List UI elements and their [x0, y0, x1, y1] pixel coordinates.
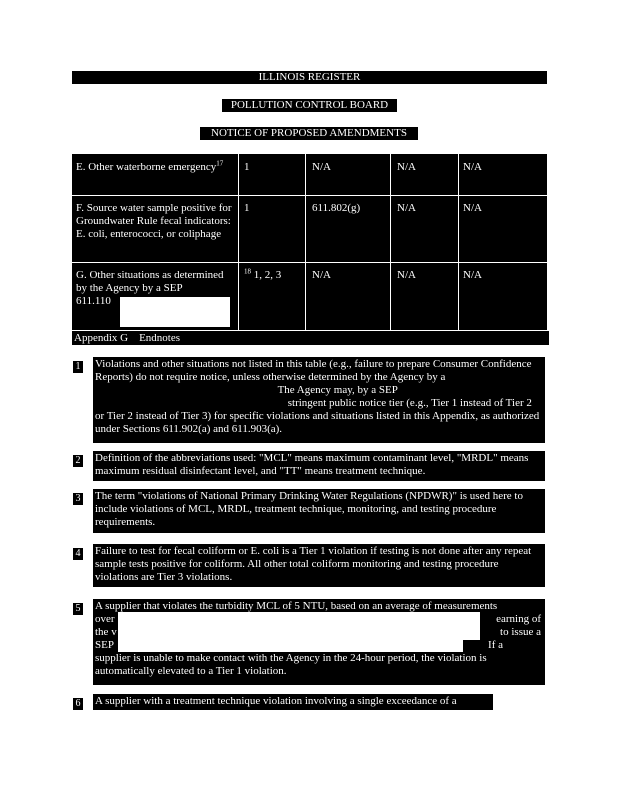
table-divider	[390, 154, 391, 330]
row-footnote: 17	[216, 159, 224, 168]
row-tier	[244, 269, 281, 282]
notice-tier-table	[72, 154, 547, 330]
endnote	[93, 489, 545, 533]
table-row	[76, 161, 226, 174]
table-divider	[72, 262, 547, 263]
endnote-text: stringent public notice tier (e.g., Tier 1 instead of Tier 2 or Tier 2 instead of Tier 3) for specific violations and situations listed in this Appendix, as authorized under Sections 611.902(a) and 611.903(a).	[95, 397, 540, 435]
endnote	[93, 694, 493, 710]
endnote-number: 5	[73, 603, 83, 615]
endnote-text: Failure to test for fecal coliform or E. coli is a Tier 1 violation if testing is not done after any repeat sample tests positive for coliform. All other total coliform monitoring and testing procedure violations are Tier 3 violations.	[95, 545, 532, 583]
endnote-text: SEP	[95, 639, 114, 651]
row-citation: N/A	[312, 161, 331, 173]
endnote-number: 1	[73, 361, 83, 373]
board-header: POLLUTION CONTROL BOARD	[222, 99, 397, 112]
table-divider	[458, 154, 459, 330]
table-divider	[238, 154, 239, 330]
endnote-text: The Agency may, by a SEP	[277, 384, 398, 396]
redaction-block	[118, 612, 480, 640]
endnote	[93, 544, 545, 587]
row-citation: N/A	[312, 269, 331, 281]
row-col4: N/A	[397, 161, 416, 173]
row-col5: N/A	[463, 269, 482, 281]
row-tier-value: 1, 2, 3	[253, 269, 282, 281]
endnote-text: Definition of the abbreviations used: "MCL" means maximum contaminant level, "MRDL" means maximum residual disinfectant level, and "TT" means treatment technique.	[95, 452, 529, 477]
endnote-text: If a	[488, 639, 503, 651]
endnote-number: 4	[73, 548, 83, 560]
row-label: F. Source water sample positive for Groundwater Rule fecal indicators: E. coli, enterococci, or coliphage	[76, 202, 232, 240]
appendix-heading: Appendix G Endnotes	[72, 331, 549, 345]
row-col4: N/A	[397, 269, 416, 281]
row-label: E. Other waterborne emergency	[76, 161, 217, 173]
row-label-citation: 611.110	[76, 295, 111, 307]
row-citation: 611.802(g)	[312, 202, 361, 214]
row-label: G. Other situations as determined by the Agency by a SEP	[76, 269, 224, 294]
table-divider	[305, 154, 306, 330]
endnote-text: earning of	[496, 613, 541, 625]
endnote-number: 2	[73, 455, 83, 467]
endnote-text: A supplier with a treatment technique violation involving a single exceedance of a	[95, 695, 457, 707]
row-col4: N/A	[397, 202, 416, 214]
endnote-text: The term "violations of National Primary Drinking Water Regulations (NPDWR)" is used here to include violations of MCL, MRDL, treatment technique, monitoring, and testing procedure requirements.	[95, 490, 523, 528]
endnote-text: supplier is unable to make contact with the Agency in the 24-hour period, the violation is automatically elevated to a Tier 1 violation.	[95, 652, 487, 677]
endnote	[93, 451, 545, 481]
redaction-block	[120, 297, 230, 327]
redaction-block	[94, 386, 289, 412]
endnote-number: 6	[73, 698, 83, 710]
table-divider	[72, 195, 547, 196]
row-col5: N/A	[463, 161, 482, 173]
endnote-text: the v	[95, 626, 117, 638]
redaction-block	[118, 640, 463, 652]
table-row	[76, 202, 236, 241]
endnote-text: over	[95, 613, 115, 625]
endnote-text: A supplier that violates the turbidity MCL of 5 NTU, based on an average of measurements	[95, 600, 498, 612]
row-footnote: 18	[244, 267, 251, 276]
endnote-text: Violations and other situations not listed in this table (e.g., failure to prepare Consumer Confidence Reports) do not require notice, unless otherwise determined by the Agency by a	[95, 358, 532, 383]
notice-header: NOTICE OF PROPOSED AMENDMENTS	[200, 127, 418, 140]
row-tier: 1	[244, 161, 250, 173]
row-tier: 1	[244, 202, 250, 214]
endnote-text: to issue a	[500, 626, 541, 638]
row-col5: N/A	[463, 202, 482, 214]
register-header: ILLINOIS REGISTER	[72, 71, 547, 84]
endnote-number: 3	[73, 493, 83, 505]
